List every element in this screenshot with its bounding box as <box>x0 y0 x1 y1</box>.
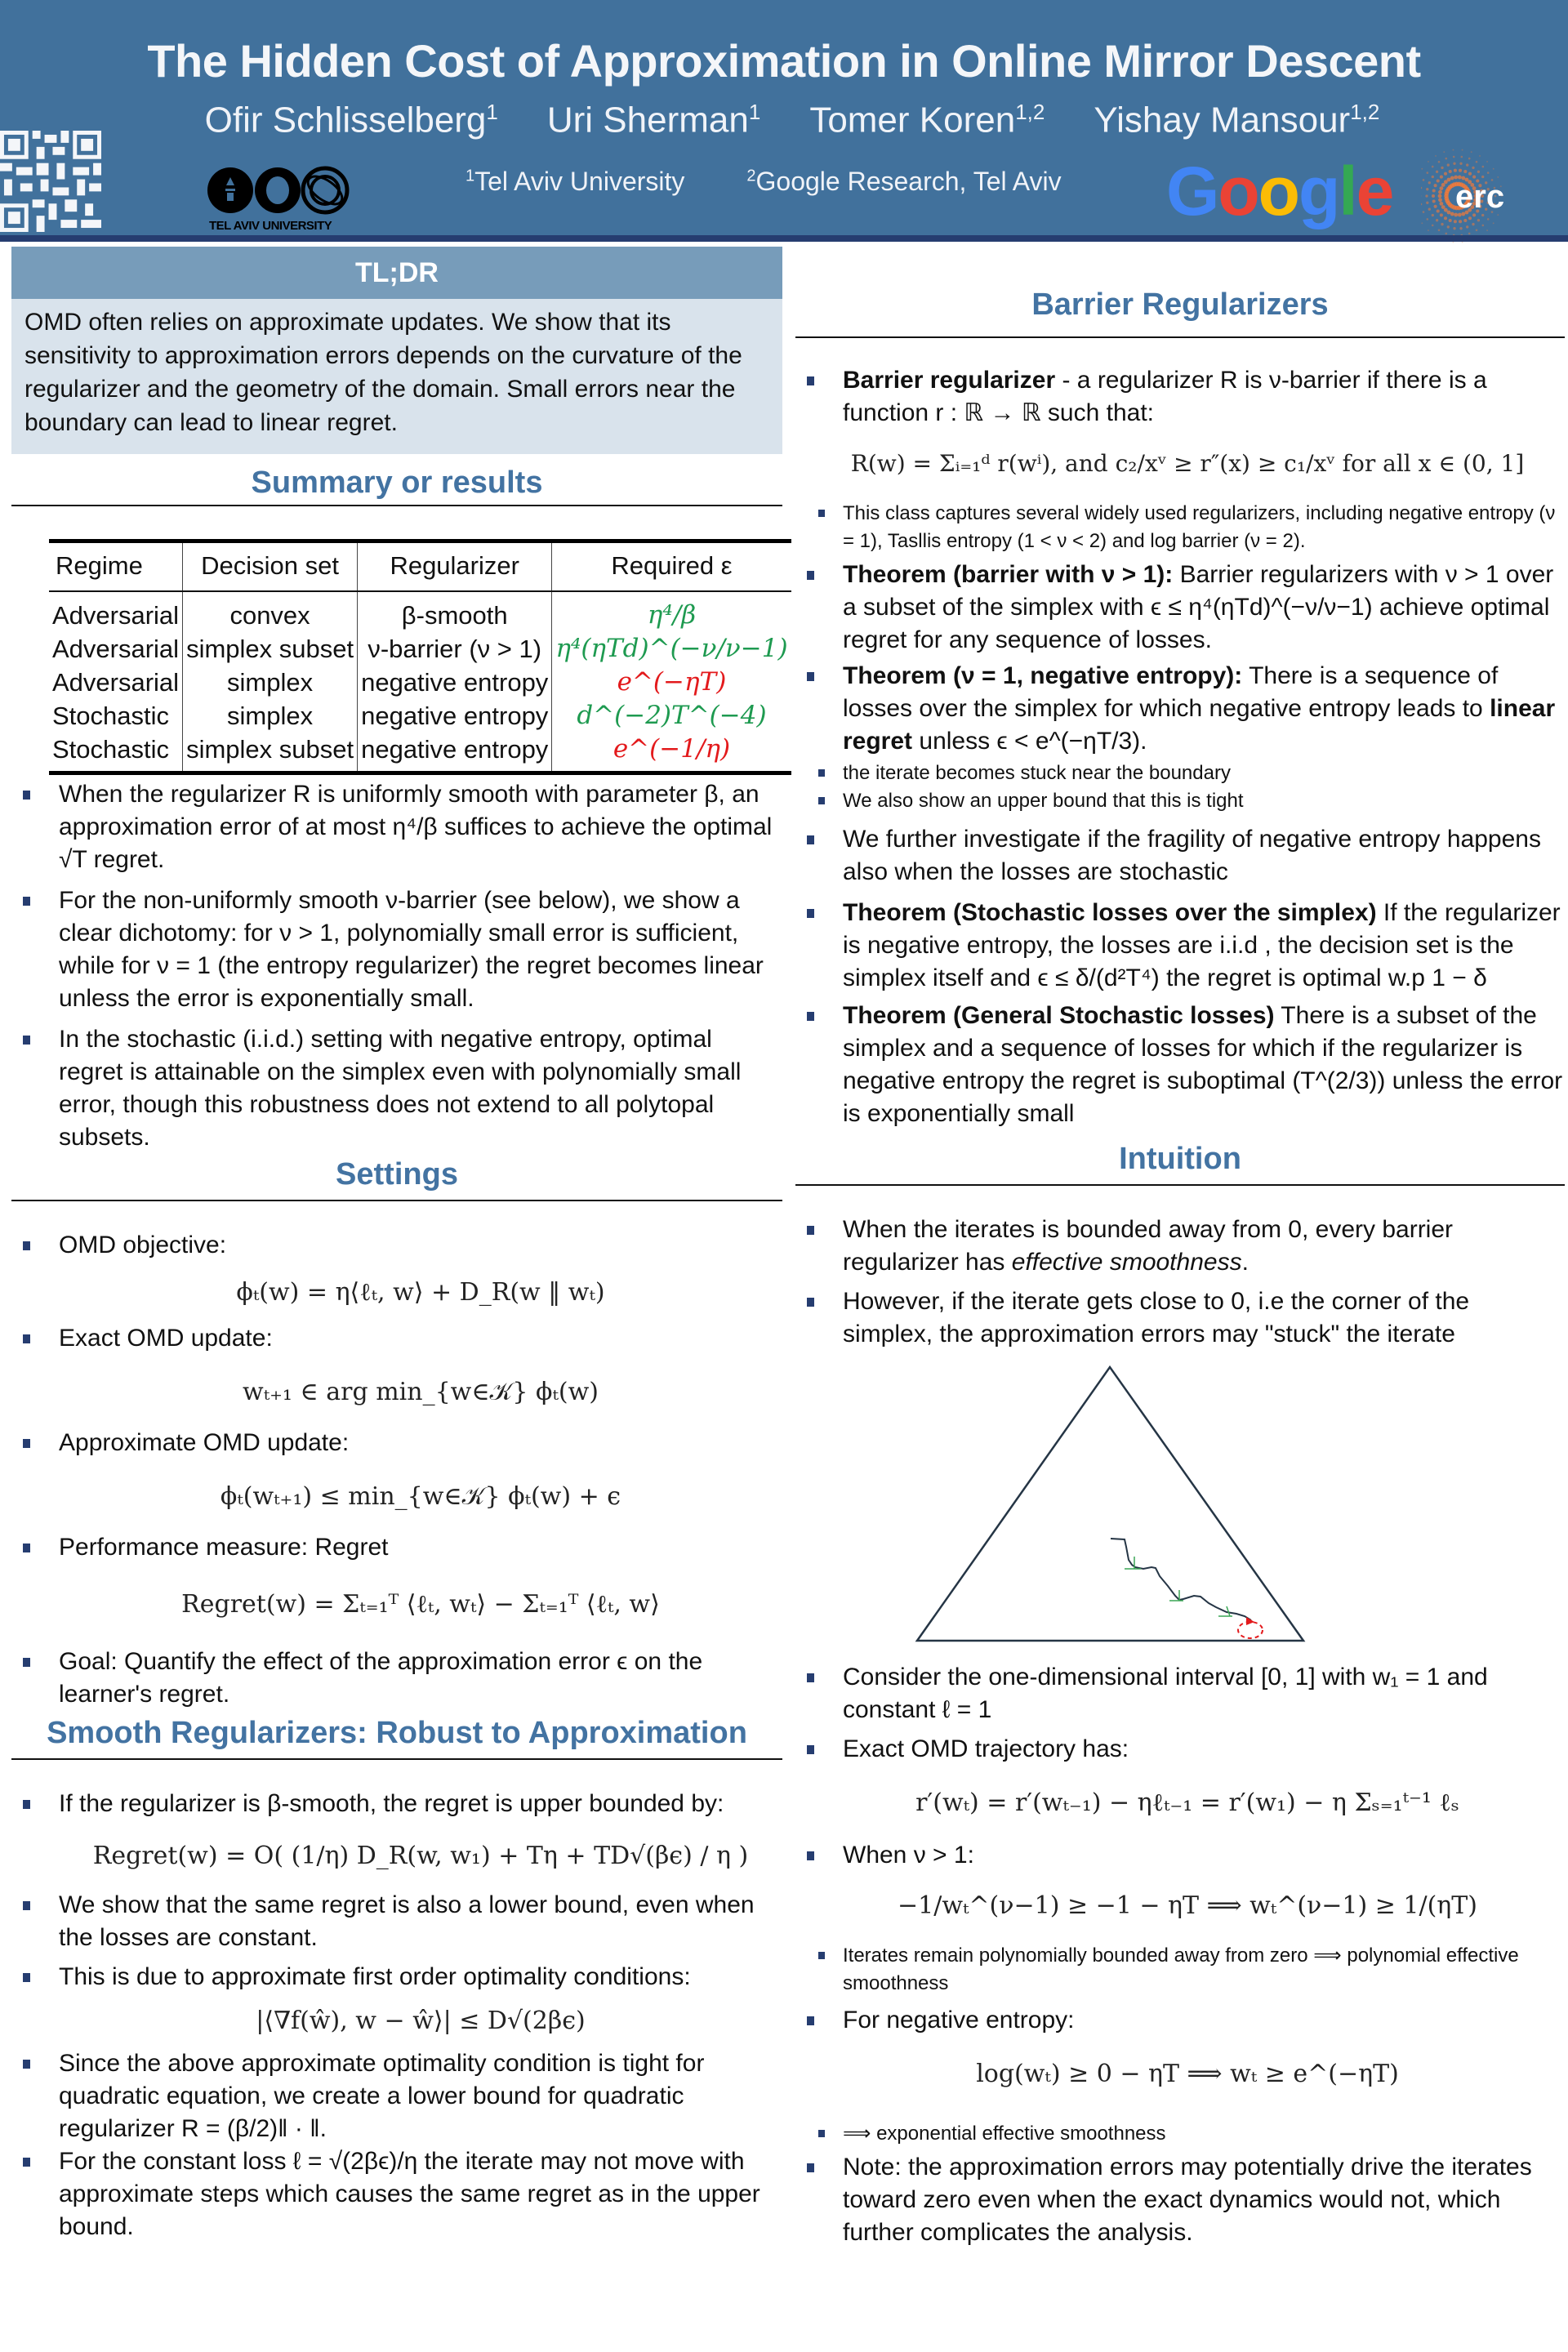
list-item: For negative entropy: log(wₜ) ≥ 0 − ηT ⟹ wₜ ≥ e^(−ηT) ⟹ exponential effective smoothness <box>795 2004 1565 2148</box>
simplex-triangle <box>917 1367 1303 1641</box>
list-item: Theorem (ν = 1, negative entropy): There is a sequence of losses over the simplex for which negative entropy leads to linear regret unless ϵ < e^(−ηT/3). the iterate becomes stuck near the boundary We also show an upper bound that this is tight <box>795 660 1565 815</box>
list-item: We further investigate if the fragility of negative entropy happens also when the losses are stochastic <box>795 823 1565 889</box>
section-divider <box>795 336 1565 338</box>
settings-section <box>11 1154 782 1711</box>
regularizer-cell: negative entropy <box>358 699 552 733</box>
column-header: Decision set <box>183 541 358 592</box>
list-item: Consider the one-dimensional interval [0, 1] with w₁ = 1 and constant ℓ = 1 <box>795 1661 1565 1726</box>
equation: −1/wₜ^(ν−1) ≥ −1 − ηT ⟹ wₜ^(ν−1) ≥ 1/(ηT) <box>898 1891 1477 1920</box>
table-row <box>49 632 791 666</box>
smooth-bullets <box>11 1788 782 2243</box>
list-item: When the regularizer R is uniformly smooth with parameter β, an approximation error of at most η⁴/β suffices to achieve the optimal √T regret. <box>11 778 782 876</box>
list-item: Performance measure: Regret Regret(w) = Σₜ₌₁ᵀ ⟨ℓₜ, wₜ⟩ − Σₜ₌₁ᵀ ⟨ℓₜ, w⟩ <box>11 1531 782 1621</box>
list-item: Barrier regularizer - a regularizer R is ν-barrier if there is a function r : ℝ → ℝ such that: R(w) = Σᵢ₌₁ᵈ r(wⁱ), and c₂/xᵛ ≥ r″(x) ≥ c₁/xᵛ for all x ∈ (0, 1] This class captures several widely used regularizers, including negative entropy (ν = 1), Tasllis entropy (1 < ν < 2) and log barrier (ν = 2). <box>795 364 1565 555</box>
right-column <box>795 245 1565 2249</box>
author: Uri Sherman$^1$ <box>546 100 761 140</box>
equation: Regret(w) = O( (1/η) D_R(w, w₁) + Tη + TD√(βϵ) / η ) <box>92 1842 749 1870</box>
list-item: However, if the iterate gets close to 0, i.e the corner of the simplex, the approximation errors may "stuck" the iterate <box>795 1285 1565 1351</box>
regime-cell: Adversarial <box>49 632 183 666</box>
intuition-section <box>795 1130 1565 2249</box>
list-item: We show that the same regret is also a lower bound, even when the losses are constant. <box>11 1889 782 1954</box>
author: Ofir Schlisselberg$^1$ <box>204 100 498 140</box>
list-item: For the constant loss ℓ = √(2βϵ)/η the iterate may not move with approximate steps which causes the same regret as in the upper bound. <box>11 2145 782 2243</box>
table-row <box>49 591 791 632</box>
google-logo: Google <box>1166 153 1393 229</box>
decision-set-cell: simplex <box>183 699 358 733</box>
list-item: Note: the approximation errors may potentially drive the iterates toward zero even when the exact dynamics would not, which further complicates the analysis. <box>795 2151 1565 2249</box>
column-header: Regime <box>49 541 183 592</box>
required-epsilon-cell: η⁴/β <box>647 600 697 630</box>
author-list <box>122 100 1462 141</box>
list-item: Exact OMD trajectory has: r′(wₜ) = r′(wₜ₋₁) − ηℓₜ₋₁ = r′(w₁) − η Σₛ₌₁ᵗ⁻¹ ℓₛ <box>795 1733 1565 1820</box>
equation: Regret(w) = Σₜ₌₁ᵀ ⟨ℓₜ, wₜ⟩ − Σₜ₌₁ᵀ ⟨ℓₜ, w⟩ <box>181 1590 660 1619</box>
regularizer-cell: negative entropy <box>358 733 552 773</box>
arrow-head-icon <box>1246 1617 1254 1625</box>
decision-set-cell: convex <box>183 591 358 632</box>
section-title: Intuition <box>1119 1142 1241 1176</box>
section-title: Summary or results <box>251 466 543 500</box>
equation: |⟨∇f(ŵ), w − ŵ⟩| ≤ D√(2βϵ) <box>256 2007 586 2035</box>
list-item: In the stochastic (i.i.d.) setting with negative entropy, optimal regret is attainable on the simplex even with polynomially small error, though this robustness does not extend to all polytopal subsets. <box>11 1023 782 1154</box>
required-epsilon-cell: d^(−2)T^(−4) <box>577 701 767 730</box>
regime-cell: Stochastic <box>49 699 183 733</box>
list-item: Theorem (barrier with ν > 1): Barrier regularizers with ν > 1 over a subset of the simplex with ϵ ≤ η⁴(ηTd)^(−ν/ν−1) achieve optimal regret for any sequence of losses. <box>795 559 1565 657</box>
tldr-title: TL;DR <box>11 247 782 299</box>
sub-list-item: ⟹ exponential effective smoothness <box>795 2120 1565 2148</box>
section-divider <box>795 1184 1565 1186</box>
list-item: When the iterates is bounded away from 0, every barrier regularizer has effective smoothness. <box>795 1214 1565 1279</box>
section-title: Barrier Regularizers <box>1031 287 1329 322</box>
section-title: Settings <box>336 1157 458 1192</box>
required-epsilon-cell: e^(−ηT) <box>617 667 727 697</box>
settings-bullets <box>11 1229 782 1711</box>
equation: ϕₜ(wₜ₊₁) ≤ min_{w∈𝒦} ϕₜ(w) + ϵ <box>220 1482 621 1511</box>
affiliation-list <box>466 167 1062 197</box>
summary-section <box>11 454 788 1154</box>
regime-cell: Adversarial <box>49 666 183 699</box>
decision-set-cell: simplex subset <box>183 632 358 666</box>
erc-logo-icon <box>1421 147 1511 245</box>
affiliation: $^2$Google Research, Tel Aviv <box>746 167 1062 196</box>
stuck-region-marker <box>1238 1622 1263 1638</box>
equation: log(wₜ) ≥ 0 − ηT ⟹ wₜ ≥ e^(−ηT) <box>976 2060 1399 2088</box>
decision-set-cell: simplex <box>183 666 358 699</box>
author: Tomer Koren$^{1,2}$ <box>809 100 1045 140</box>
results-table <box>49 539 791 775</box>
list-item: Theorem (General Stochastic losses) There is a subset of the simplex and a sequence of losses for which if the regularizer is negative entropy the regret is suboptimal (T^(2/3)) unless the error is exponentially small <box>795 1000 1565 1130</box>
list-item: Approximate OMD update: ϕₜ(wₜ₊₁) ≤ min_{w∈𝒦} ϕₜ(w) + ϵ <box>11 1427 782 1513</box>
svg-text:erc: erc <box>1455 179 1505 215</box>
regime-cell: Stochastic <box>49 733 183 773</box>
smooth-section <box>11 1711 782 2243</box>
table-row <box>49 666 791 699</box>
required-epsilon-cell: e^(−1/η) <box>612 734 731 764</box>
university-name: TEL AVIV UNIVERSITY <box>209 219 332 233</box>
intuition-analysis-bullets <box>795 1661 1565 2249</box>
tldr-box <box>11 247 782 454</box>
affiliation: $^1$Tel Aviv University <box>466 167 685 196</box>
summary-bullets <box>11 778 782 1154</box>
qr-code-icon[interactable] <box>0 131 101 232</box>
list-item: Theorem (Stochastic losses over the simplex) If the regularizer is negative entropy, the losses are i.i.d , the decision set is the simplex itself and ϵ ≤ δ/(d²T⁴) the regret is optimal w.p 1 − δ <box>795 897 1565 995</box>
simplex-trajectory-figure <box>885 1351 1343 1661</box>
column-header: Regularizer <box>358 541 552 592</box>
regularizer-cell: β-smooth <box>358 591 552 632</box>
equation: r′(wₜ) = r′(wₜ₋₁) − ηℓₜ₋₁ = r′(w₁) − η Σₛ₌₁ᵗ⁻¹ ℓₛ <box>915 1788 1459 1817</box>
equation: ϕₜ(w) = η⟨ℓₜ, w⟩ + D_R(w ‖ wₜ) <box>236 1278 605 1307</box>
section-title: Smooth Regularizers: Robust to Approximation <box>47 1716 747 1750</box>
regime-cell: Adversarial <box>49 591 183 632</box>
table-header-row <box>49 541 791 592</box>
poster-title: The Hidden Cost of Approximation in Online Mirror Descent <box>147 35 1421 87</box>
list-item: When ν > 1: −1/wₜ^(ν−1) ≥ −1 − ηT ⟹ wₜ^(ν−1) ≥ 1/(ηT) Iterates remain polynomially bounded away from zero ⟹ polynomial effective smoothness <box>795 1839 1565 1998</box>
regularizer-cell: ν-barrier (ν > 1) <box>358 632 552 666</box>
intuition-bullets <box>795 1214 1565 1351</box>
list-item: Exact OMD update: wₜ₊₁ ∈ arg min_{w∈𝒦} ϕₜ(w) <box>11 1322 782 1409</box>
author: Yishay Mansour$^{1,2}$ <box>1094 100 1380 140</box>
poster-header <box>0 0 1568 235</box>
decision-set-cell: simplex subset <box>183 733 358 773</box>
list-item: If the regularizer is β-smooth, the regret is upper bounded by: Regret(w) = O( (1/η) D_R(w, w₁) + Tη + TD√(βϵ) / η ) <box>11 1788 782 1873</box>
header-divider-band <box>0 235 1568 242</box>
regularizer-cell: negative entropy <box>358 666 552 699</box>
list-item: OMD objective: ϕₜ(w) = η⟨ℓₜ, w⟩ + D_R(w ‖ wₜ) <box>11 1229 782 1309</box>
table-row <box>49 699 791 733</box>
required-epsilon-cell: η⁴(ηTd)^(−ν/ν−1) <box>555 634 788 663</box>
list-item: For the non-uniformly smooth ν-barrier (see below), we show a clear dichotomy: for ν > 1, polynomially small error is sufficient, while for ν = 1 (the entropy regularizer) the regret becomes linear unless the error is exponentially small. <box>11 884 782 1015</box>
sub-list-item: We also show an upper bound that this is tight <box>795 787 1565 815</box>
sub-list-item: This class captures several widely used regularizers, including negative entropy (ν = 1), Tasllis entropy (1 < ν < 2) and log barrier (ν = 2). <box>795 500 1565 555</box>
sub-list-item: Iterates remain polynomially bounded away from zero ⟹ polynomial effective smoothness <box>795 1942 1565 1998</box>
left-column <box>11 245 788 2243</box>
tldr-text: OMD often relies on approximate updates. We show that its sensitivity to approximation errors depends on the curvature of the regularizer and the geometry of the domain. Small errors near the boundary can lead to linear regret. <box>11 299 782 454</box>
list-item: Since the above approximate optimality condition is tight for quadratic equation, we create a lower bound for quadratic regularizer R = (β/2)‖ · ‖. <box>11 2047 782 2145</box>
equation: wₜ₊₁ ∈ arg min_{w∈𝒦} ϕₜ(w) <box>243 1378 599 1406</box>
barrier-section <box>795 245 1565 1130</box>
iterate-trajectory <box>1111 1539 1251 1620</box>
barrier-bullets <box>795 364 1565 1130</box>
section-divider <box>11 505 782 506</box>
section-divider <box>11 1200 782 1201</box>
equation: R(w) = Σᵢ₌₁ᵈ r(wⁱ), and c₂/xᵛ ≥ r″(x) ≥ c₁/xᵛ for all x ∈ (0, 1] <box>850 450 1525 477</box>
list-item: Goal: Quantify the effect of the approximation error ϵ on the learner's regret. <box>11 1646 782 1711</box>
list-item: This is due to approximate first order optimality conditions: |⟨∇f(ŵ), w − ŵ⟩| ≤ D√(2βϵ) <box>11 1961 782 2038</box>
column-header: Required ε <box>611 551 733 580</box>
table-row <box>49 733 791 773</box>
section-divider <box>11 1758 782 1760</box>
sub-list-item: the iterate becomes stuck near the boundary <box>795 760 1565 787</box>
